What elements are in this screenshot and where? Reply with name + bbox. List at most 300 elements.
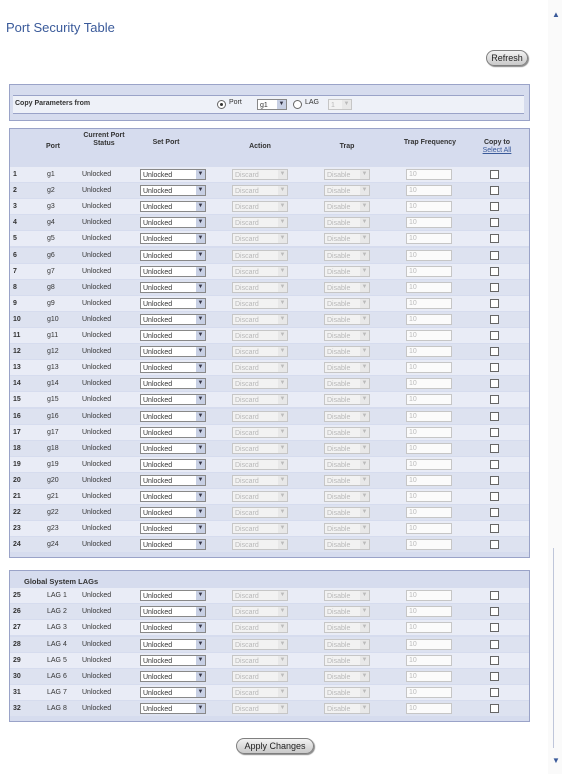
chevron-down-icon: ▼ — [279, 396, 286, 403]
set-port-value: Unlocked — [143, 252, 173, 260]
trap-frequency-input[interactable] — [406, 169, 452, 180]
table-row — [10, 392, 529, 407]
trap-frequency-input[interactable] — [406, 539, 452, 550]
chevron-down-icon: ▼ — [279, 656, 286, 663]
set-port-select[interactable] — [140, 201, 206, 212]
action-select[interactable] — [232, 655, 288, 666]
action-value: Discard — [235, 349, 259, 357]
table-row — [10, 167, 529, 182]
copy-to-checkbox[interactable] — [490, 540, 499, 549]
action-value: Discard — [235, 236, 259, 244]
current-port-status: Unlocked — [82, 493, 112, 500]
chevron-down-icon: ▼ — [197, 509, 204, 516]
copy-to-checkbox[interactable] — [490, 656, 499, 665]
chevron-down-icon: ▼ — [279, 283, 286, 290]
copy-to-checkbox[interactable] — [490, 395, 499, 404]
action-select[interactable] — [232, 266, 288, 277]
set-port-select[interactable] — [140, 314, 206, 325]
action-value: Discard — [235, 657, 259, 665]
trap-select[interactable] — [324, 346, 370, 357]
copy-to-label: Copy to — [483, 139, 511, 146]
copy-to-checkbox[interactable] — [490, 331, 499, 340]
chevron-down-icon: ▼ — [279, 171, 286, 177]
copy-to-checkbox[interactable] — [490, 186, 499, 195]
set-port-select[interactable] — [140, 378, 206, 389]
copy-to-checkbox[interactable] — [490, 234, 499, 243]
set-port-select[interactable] — [140, 346, 206, 357]
current-port-status: Unlocked — [82, 203, 112, 211]
chevron-down-icon: ▼ — [197, 541, 204, 548]
copy-to-checkbox[interactable] — [490, 704, 499, 713]
action-value: Discard — [235, 333, 259, 340]
copy-port-label: Port — [229, 99, 242, 106]
table-header — [10, 129, 529, 165]
copy-to-checkbox[interactable] — [490, 363, 499, 372]
table-row — [10, 441, 529, 456]
port-name: g6 — [47, 251, 55, 259]
trap-frequency-input[interactable] — [406, 330, 452, 341]
action-select[interactable] — [232, 703, 288, 714]
trap-frequency-value: 10 — [409, 299, 417, 307]
table-row — [10, 588, 529, 603]
trap-frequency-value: 10 — [409, 673, 417, 680]
trap-value: Disable — [327, 477, 351, 485]
set-port-select[interactable] — [140, 606, 206, 617]
header-trap: Trap — [339, 143, 355, 150]
chevron-down-icon: ▼ — [197, 171, 204, 177]
copy-to-checkbox[interactable] — [490, 379, 499, 388]
set-port-select[interactable] — [140, 298, 206, 309]
trap-select[interactable] — [324, 362, 370, 373]
action-select[interactable] — [232, 671, 288, 682]
set-port-value: Unlocked — [143, 674, 173, 681]
row-index: 3 — [13, 203, 17, 211]
trap-frequency-input[interactable] — [406, 443, 452, 454]
chevron-down-icon: ▼ — [197, 460, 204, 467]
port-name: g4 — [47, 219, 55, 227]
copy-from-lag-radio[interactable] — [293, 100, 302, 109]
trap-value: Disable — [327, 494, 351, 501]
action-value: Discard — [235, 477, 259, 485]
chevron-down-icon: ▼ — [197, 299, 204, 306]
set-port-value: Unlocked — [143, 397, 173, 405]
trap-frequency-input[interactable] — [406, 346, 452, 357]
trap-select[interactable] — [324, 622, 370, 633]
chevron-down-icon: ▼ — [197, 592, 204, 598]
set-port-value: Unlocked — [143, 333, 173, 340]
trap-select[interactable] — [324, 282, 370, 293]
action-select[interactable] — [232, 378, 288, 389]
table-row — [10, 280, 529, 295]
set-port-select[interactable] — [140, 443, 206, 454]
trap-frequency-value: 10 — [409, 235, 417, 243]
set-port-select[interactable] — [140, 185, 206, 196]
trap-select[interactable] — [324, 411, 370, 422]
trap-frequency-input[interactable] — [406, 362, 452, 373]
chevron-down-icon: ▼ — [361, 219, 368, 226]
copy-to-checkbox[interactable] — [490, 508, 499, 517]
trap-frequency-value: 10 — [409, 251, 417, 259]
action-select[interactable] — [232, 475, 288, 486]
action-value: Discard — [235, 316, 259, 324]
set-port-select[interactable] — [140, 411, 206, 422]
trap-select[interactable] — [324, 687, 370, 698]
set-port-select[interactable] — [140, 491, 206, 502]
trap-frequency-input[interactable] — [406, 606, 452, 617]
copy-to-checkbox[interactable] — [490, 170, 499, 179]
trap-value: Disable — [327, 593, 351, 600]
action-select[interactable] — [232, 427, 288, 438]
table-row — [10, 215, 529, 230]
trap-frequency-input[interactable] — [406, 427, 452, 438]
current-port-status: Unlocked — [82, 171, 112, 178]
trap-select[interactable] — [324, 639, 370, 650]
trap-frequency-input[interactable] — [406, 378, 452, 389]
action-select[interactable] — [232, 443, 288, 454]
action-value: Discard — [235, 284, 259, 292]
trap-select[interactable] — [324, 475, 370, 486]
select-all-link[interactable]: Select All — [482, 147, 512, 154]
trap-select[interactable] — [324, 330, 370, 341]
trap-value: Disable — [327, 461, 351, 469]
set-port-select[interactable] — [140, 266, 206, 277]
action-select[interactable] — [232, 298, 288, 309]
copy-to-checkbox[interactable] — [490, 412, 499, 421]
trap-frequency-input[interactable] — [406, 250, 452, 261]
trap-frequency-value: 10 — [409, 705, 417, 713]
vertical-scrollbar[interactable] — [548, 0, 562, 774]
trap-frequency-input[interactable] — [406, 590, 452, 601]
row-index: 6 — [13, 251, 17, 259]
trap-value: Disable — [327, 316, 351, 324]
trap-frequency-input[interactable] — [406, 475, 452, 486]
current-port-status: Unlocked — [82, 235, 112, 243]
chevron-down-icon: ▼ — [361, 171, 368, 177]
action-select[interactable] — [232, 639, 288, 650]
scroll-thumb[interactable] — [553, 548, 560, 748]
copy-lag-label: LAG — [305, 99, 320, 106]
trap-frequency-input[interactable] — [406, 622, 452, 633]
action-value: Discard — [235, 429, 259, 437]
set-port-value: Unlocked — [143, 349, 173, 357]
trap-select[interactable] — [324, 590, 370, 601]
trap-select[interactable] — [324, 169, 370, 180]
action-select[interactable] — [232, 459, 288, 470]
trap-frequency-input[interactable] — [406, 639, 452, 650]
trap-select[interactable] — [324, 507, 370, 518]
port-name: g24 — [47, 541, 59, 549]
trap-frequency-input[interactable] — [406, 201, 452, 212]
copy-to-checkbox[interactable] — [490, 623, 499, 632]
chevron-down-icon: ▼ — [197, 428, 204, 435]
trap-frequency-input[interactable] — [406, 314, 452, 325]
set-port-select[interactable] — [140, 362, 206, 373]
copy-to-checkbox[interactable] — [490, 492, 499, 501]
action-select[interactable] — [232, 250, 288, 261]
set-port-select[interactable] — [140, 459, 206, 470]
current-port-status: Unlocked — [82, 380, 112, 388]
action-select[interactable] — [232, 687, 288, 698]
copy-to-checkbox[interactable] — [490, 524, 499, 533]
port-name: g20 — [47, 476, 59, 484]
current-port-status: Unlocked — [82, 219, 112, 227]
set-port-value: Unlocked — [143, 300, 173, 308]
action-select[interactable] — [232, 314, 288, 325]
copy-to-checkbox[interactable] — [490, 283, 499, 292]
copy-parameters-row — [13, 95, 524, 114]
scroll-down-arrow-icon[interactable]: ▼ — [552, 756, 560, 765]
set-port-select[interactable] — [140, 217, 206, 228]
trap-value: Disable — [327, 625, 351, 633]
trap-frequency-input[interactable] — [406, 298, 452, 309]
trap-select[interactable] — [324, 703, 370, 714]
trap-value: Disable — [327, 526, 351, 534]
trap-frequency-value: 10 — [409, 171, 417, 178]
chevron-down-icon: ▼ — [197, 315, 204, 322]
copy-to-checkbox[interactable] — [490, 299, 499, 308]
trap-frequency-input[interactable] — [406, 217, 452, 228]
action-select[interactable] — [232, 394, 288, 405]
copy-to-checkbox[interactable] — [490, 202, 499, 211]
trap-frequency-value: 10 — [409, 283, 417, 291]
trap-select[interactable] — [324, 523, 370, 534]
port-security-table — [9, 128, 530, 558]
chevron-down-icon: ▼ — [197, 348, 204, 355]
action-select[interactable] — [232, 282, 288, 293]
trap-select[interactable] — [324, 606, 370, 617]
set-port-select[interactable] — [140, 655, 206, 666]
copy-to-checkbox[interactable] — [490, 428, 499, 437]
action-value: Discard — [235, 188, 259, 196]
chevron-down-icon: ▼ — [279, 315, 286, 322]
copy-to-checkbox[interactable] — [490, 315, 499, 324]
trap-frequency-value: 10 — [409, 592, 417, 599]
chevron-down-icon: ▼ — [361, 689, 368, 696]
action-select[interactable] — [232, 362, 288, 373]
copy-port-value: g1 — [260, 102, 268, 109]
trap-select[interactable] — [324, 250, 370, 261]
chevron-down-icon: ▼ — [279, 267, 286, 274]
trap-select[interactable] — [324, 491, 370, 502]
trap-select[interactable] — [324, 655, 370, 666]
set-port-select[interactable] — [140, 507, 206, 518]
chevron-down-icon: ▼ — [197, 332, 204, 338]
copy-to-checkbox[interactable] — [490, 347, 499, 356]
trap-frequency-input[interactable] — [406, 459, 452, 470]
action-select[interactable] — [232, 590, 288, 601]
trap-value: Disable — [327, 429, 351, 437]
trap-frequency-input[interactable] — [406, 655, 452, 666]
action-select[interactable] — [232, 411, 288, 422]
copy-lag-select[interactable] — [328, 99, 352, 110]
trap-frequency-value: 10 — [409, 689, 417, 697]
action-select[interactable] — [232, 217, 288, 228]
trap-frequency-input[interactable] — [406, 687, 452, 698]
chevron-down-icon: ▼ — [361, 364, 368, 371]
action-select[interactable] — [232, 523, 288, 534]
chevron-down-icon: ▼ — [361, 541, 368, 548]
trap-frequency-input[interactable] — [406, 233, 452, 244]
table-row — [10, 344, 529, 359]
action-select[interactable] — [232, 606, 288, 617]
chevron-down-icon: ▼ — [197, 673, 204, 679]
copy-to-checkbox[interactable] — [490, 688, 499, 697]
trap-frequency-input[interactable] — [406, 507, 452, 518]
trap-select[interactable] — [324, 394, 370, 405]
trap-select[interactable] — [324, 233, 370, 244]
copy-to-checkbox[interactable] — [490, 267, 499, 276]
action-select[interactable] — [232, 233, 288, 244]
copy-to-checkbox[interactable] — [490, 607, 499, 616]
set-port-select[interactable] — [140, 394, 206, 405]
action-value: Discard — [235, 674, 259, 681]
set-port-value: Unlocked — [143, 445, 173, 453]
set-port-select[interactable] — [140, 671, 206, 682]
set-port-select[interactable] — [140, 523, 206, 534]
action-select[interactable] — [232, 622, 288, 633]
chevron-down-icon: ▼ — [361, 332, 368, 338]
chevron-down-icon: ▼ — [361, 640, 368, 647]
chevron-down-icon: ▼ — [279, 640, 286, 647]
action-select[interactable] — [232, 201, 288, 212]
trap-value: Disable — [327, 204, 351, 212]
chevron-down-icon: ▼ — [197, 493, 204, 499]
set-port-select[interactable] — [140, 590, 206, 601]
copy-from-port-radio[interactable] — [217, 100, 226, 109]
row-index: 27 — [13, 624, 21, 632]
table-row — [10, 264, 529, 279]
chevron-down-icon: ▼ — [197, 396, 204, 403]
trap-select[interactable] — [324, 314, 370, 325]
trap-value: Disable — [327, 641, 351, 649]
copy-to-checkbox[interactable] — [490, 591, 499, 600]
table-row — [10, 505, 529, 520]
trap-select[interactable] — [324, 378, 370, 389]
trap-value: Disable — [327, 252, 351, 260]
apply-changes-button[interactable]: Apply Changes — [236, 738, 314, 754]
set-port-value: Unlocked — [143, 188, 173, 196]
copy-port-select[interactable] — [257, 99, 287, 110]
chevron-down-icon: ▼ — [197, 219, 204, 226]
set-port-select[interactable] — [140, 282, 206, 293]
port-name: LAG 1 — [47, 592, 67, 599]
trap-value: Disable — [327, 236, 351, 244]
chevron-down-icon: ▼ — [197, 412, 204, 419]
table-row — [10, 669, 529, 684]
set-port-select[interactable] — [140, 233, 206, 244]
set-port-select[interactable] — [140, 427, 206, 438]
action-select[interactable] — [232, 539, 288, 550]
trap-select[interactable] — [324, 443, 370, 454]
trap-frequency-input[interactable] — [406, 266, 452, 277]
chevron-down-icon: ▼ — [279, 705, 286, 712]
scroll-up-arrow-icon[interactable]: ▲ — [552, 10, 560, 19]
action-value: Discard — [235, 690, 259, 698]
copy-to-checkbox[interactable] — [490, 476, 499, 485]
trap-value: Disable — [327, 172, 351, 179]
action-select[interactable] — [232, 330, 288, 341]
trap-value: Disable — [327, 445, 351, 453]
trap-select[interactable] — [324, 459, 370, 470]
refresh-button[interactable]: Refresh — [486, 50, 528, 66]
trap-select[interactable] — [324, 266, 370, 277]
copy-lag-value: 1 — [331, 102, 335, 109]
action-select[interactable] — [232, 491, 288, 502]
trap-frequency-input[interactable] — [406, 671, 452, 682]
trap-select[interactable] — [324, 201, 370, 212]
trap-frequency-value: 10 — [409, 624, 417, 632]
port-name: g23 — [47, 525, 59, 533]
copy-to-checkbox[interactable] — [490, 251, 499, 260]
trap-select[interactable] — [324, 539, 370, 550]
current-port-status: Unlocked — [82, 283, 112, 291]
copy-to-checkbox[interactable] — [490, 640, 499, 649]
set-port-value: Unlocked — [143, 593, 173, 600]
chevron-down-icon: ▼ — [279, 541, 286, 548]
table-row — [10, 701, 529, 716]
set-port-select[interactable] — [140, 687, 206, 698]
trap-frequency-input[interactable] — [406, 411, 452, 422]
set-port-select[interactable] — [140, 169, 206, 180]
row-index: 13 — [13, 364, 21, 372]
copy-to-checkbox[interactable] — [490, 460, 499, 469]
copy-to-checkbox[interactable] — [490, 218, 499, 227]
set-port-select[interactable] — [140, 622, 206, 633]
set-port-value: Unlocked — [143, 413, 173, 421]
set-port-select[interactable] — [140, 539, 206, 550]
chevron-down-icon: ▼ — [361, 656, 368, 663]
copy-to-checkbox[interactable] — [490, 444, 499, 453]
trap-frequency-input[interactable] — [406, 491, 452, 502]
chevron-down-icon: ▼ — [361, 299, 368, 306]
action-select[interactable] — [232, 507, 288, 518]
trap-value: Disable — [327, 349, 351, 357]
trap-value: Disable — [327, 706, 351, 714]
row-index: 11 — [13, 332, 21, 339]
trap-frequency-value: 10 — [409, 640, 417, 648]
trap-select[interactable] — [324, 298, 370, 309]
action-select[interactable] — [232, 169, 288, 180]
action-select[interactable] — [232, 185, 288, 196]
trap-frequency-input[interactable] — [406, 185, 452, 196]
chevron-down-icon: ▼ — [197, 267, 204, 274]
action-value: Discard — [235, 542, 259, 550]
action-select[interactable] — [232, 346, 288, 357]
port-name: g13 — [47, 364, 59, 372]
trap-frequency-input[interactable] — [406, 523, 452, 534]
set-port-select[interactable] — [140, 703, 206, 714]
action-value: Discard — [235, 609, 259, 617]
trap-select[interactable] — [324, 427, 370, 438]
trap-frequency-input[interactable] — [406, 394, 452, 405]
trap-frequency-input[interactable] — [406, 703, 452, 714]
copy-parameters-panel — [9, 84, 530, 121]
set-port-select[interactable] — [140, 330, 206, 341]
set-port-select[interactable] — [140, 475, 206, 486]
action-value: Discard — [235, 365, 259, 373]
trap-select[interactable] — [324, 671, 370, 682]
chevron-down-icon: ▼ — [279, 187, 286, 194]
chevron-down-icon: ▼ — [361, 396, 368, 403]
port-name: LAG 6 — [47, 673, 67, 680]
copy-to-checkbox[interactable] — [490, 672, 499, 681]
set-port-select[interactable] — [140, 639, 206, 650]
trap-frequency-input[interactable] — [406, 282, 452, 293]
set-port-select[interactable] — [140, 250, 206, 261]
trap-select[interactable] — [324, 217, 370, 228]
trap-select[interactable] — [324, 185, 370, 196]
current-port-status: Unlocked — [82, 624, 112, 632]
